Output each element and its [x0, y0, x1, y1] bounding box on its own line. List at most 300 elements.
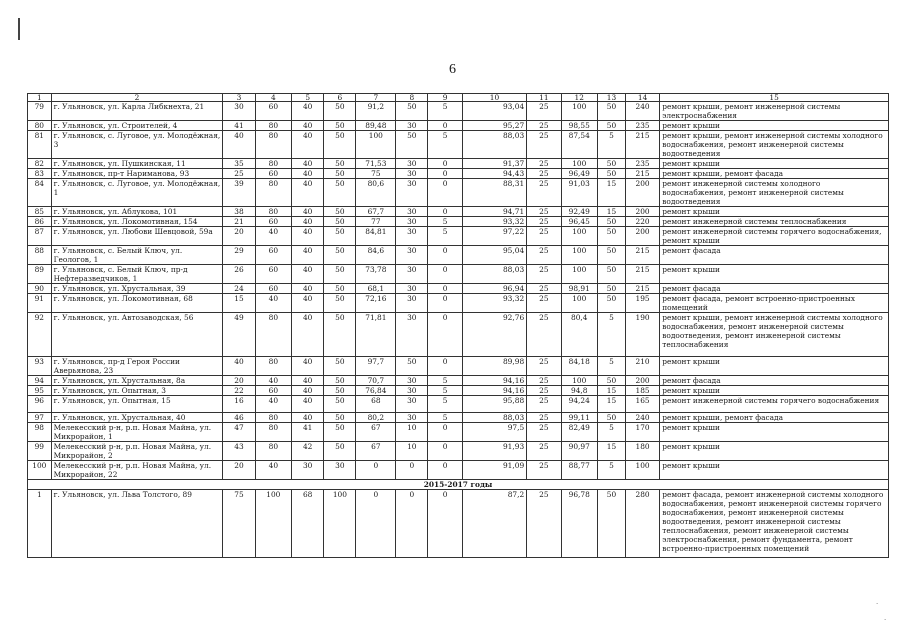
value-cell-c4: 60: [255, 217, 292, 227]
row-number: 90: [28, 284, 52, 294]
value-cell-c6: 50: [324, 121, 356, 131]
value-cell-c12: 100: [561, 246, 598, 265]
row-number: 100: [28, 461, 52, 480]
value-cell-c5: 40: [292, 131, 324, 159]
value-cell-c8: 30: [396, 265, 428, 284]
value-cell-c9: 0: [428, 284, 462, 294]
value-cell-c7: 67: [356, 442, 396, 461]
value-cell-c10: 93,04: [462, 102, 526, 121]
table-row: [28, 490, 889, 558]
value-cell-c6: 50: [324, 357, 356, 376]
value-cell-c12: 80,4: [561, 313, 598, 357]
value-cell-c8: 0: [396, 490, 428, 558]
column-number-14: 14: [625, 94, 659, 102]
value-cell-c3: 24: [223, 284, 255, 294]
address-cell: г. Ульяновск, ул. Хрустальная, 8а: [51, 376, 223, 386]
works-cell: ремонт крыши: [660, 386, 889, 396]
value-cell-c7: 97,7: [356, 357, 396, 376]
works-cell: ремонт крыши: [660, 461, 889, 480]
row-number: 99: [28, 442, 52, 461]
value-cell-c6: 50: [324, 246, 356, 265]
value-cell-c4: 60: [255, 169, 292, 179]
value-cell-c14: 235: [625, 159, 659, 169]
value-cell-c10: 88,03: [462, 265, 526, 284]
value-cell-c11: 25: [527, 376, 561, 386]
address-cell: г. Ульяновск, ул. Аблукова, 101: [51, 207, 223, 217]
value-cell-c13: 50: [598, 265, 626, 284]
row-number: 86: [28, 217, 52, 227]
value-cell-c3: 16: [223, 396, 255, 413]
value-cell-c9: 0: [428, 461, 462, 480]
value-cell-c13: 50: [598, 217, 626, 227]
value-cell-c3: 47: [223, 423, 255, 442]
value-cell-c8: 30: [396, 159, 428, 169]
value-cell-c10: 93,32: [462, 294, 526, 313]
value-cell-c9: 0: [428, 442, 462, 461]
value-cell-c14: 185: [625, 386, 659, 396]
value-cell-c5: 40: [292, 265, 324, 284]
address-cell: г. Ульяновск, с. Луговое, ул. Молодёжная, 1: [51, 179, 223, 207]
value-cell-c6: 50: [324, 169, 356, 179]
value-cell-c13: 5: [598, 313, 626, 357]
value-cell-c6: 50: [324, 413, 356, 423]
value-cell-c6: 50: [324, 217, 356, 227]
works-cell: ремонт крыши, ремонт инженерной системы электроснабжения: [660, 102, 889, 121]
address-cell: г. Ульяновск, пр-д Героя России Аверьянова, 23: [51, 357, 223, 376]
column-number-row: [28, 94, 889, 102]
row-number: 85: [28, 207, 52, 217]
value-cell-c8: 30: [396, 207, 428, 217]
value-cell-c9: 0: [428, 207, 462, 217]
value-cell-c9: 0: [428, 159, 462, 169]
value-cell-c14: 210: [625, 357, 659, 376]
table-row: [28, 442, 889, 461]
value-cell-c9: 0: [428, 265, 462, 284]
table-row: [28, 121, 889, 131]
works-cell: ремонт инженерной системы горячего водоснабжения, ремонт крыши: [660, 227, 889, 246]
value-cell-c6: 50: [324, 265, 356, 284]
works-cell: ремонт фасада, ремонт встроенно-пристроенных помещений: [660, 294, 889, 313]
value-cell-c7: 68,1: [356, 284, 396, 294]
value-cell-c9: 5: [428, 102, 462, 121]
row-number: 79: [28, 102, 52, 121]
value-cell-c3: 29: [223, 246, 255, 265]
value-cell-c7: 80,2: [356, 413, 396, 423]
value-cell-c3: 35: [223, 159, 255, 169]
value-cell-c8: 30: [396, 386, 428, 396]
address-cell: г. Ульяновск, с. Луговое, ул. Молодёжная, 3: [51, 131, 223, 159]
value-cell-c14: 200: [625, 179, 659, 207]
value-cell-c5: 40: [292, 386, 324, 396]
value-cell-c12: 94,24: [561, 396, 598, 413]
column-number-15: 15: [660, 94, 889, 102]
works-cell: ремонт крыши: [660, 207, 889, 217]
value-cell-c13: 50: [598, 246, 626, 265]
works-cell: ремонт инженерной системы горячего водоснабжения: [660, 396, 889, 413]
address-cell: г. Ульяновск, ул. Опытная, 3: [51, 386, 223, 396]
value-cell-c11: 25: [527, 442, 561, 461]
value-cell-c7: 70,7: [356, 376, 396, 386]
value-cell-c6: 50: [324, 386, 356, 396]
value-cell-c10: 95,88: [462, 396, 526, 413]
value-cell-c6: 50: [324, 294, 356, 313]
value-cell-c8: 30: [396, 284, 428, 294]
value-cell-c9: 5: [428, 131, 462, 159]
value-cell-c13: 50: [598, 284, 626, 294]
scan-edge-mark: [18, 18, 20, 40]
value-cell-c12: 92,49: [561, 207, 598, 217]
value-cell-c12: 100: [561, 102, 598, 121]
value-cell-c5: 30: [292, 461, 324, 480]
section-title-row: [28, 480, 889, 490]
value-cell-c6: 50: [324, 159, 356, 169]
value-cell-c7: 67,7: [356, 207, 396, 217]
value-cell-c12: 87,54: [561, 131, 598, 159]
value-cell-c9: 5: [428, 413, 462, 423]
value-cell-c8: 50: [396, 102, 428, 121]
value-cell-c5: 40: [292, 294, 324, 313]
value-cell-c8: 50: [396, 131, 428, 159]
value-cell-c14: 215: [625, 169, 659, 179]
value-cell-c9: 5: [428, 386, 462, 396]
value-cell-c5: 42: [292, 442, 324, 461]
value-cell-c5: 40: [292, 357, 324, 376]
value-cell-c4: 40: [255, 376, 292, 386]
value-cell-c3: 41: [223, 121, 255, 131]
table-row: [28, 131, 889, 159]
value-cell-c3: 43: [223, 442, 255, 461]
value-cell-c11: 25: [527, 284, 561, 294]
row-number: 96: [28, 396, 52, 413]
value-cell-c9: 5: [428, 396, 462, 413]
value-cell-c7: 67: [356, 423, 396, 442]
value-cell-c13: 50: [598, 376, 626, 386]
value-cell-c3: 15: [223, 294, 255, 313]
table-row: [28, 413, 889, 423]
row-number: 94: [28, 376, 52, 386]
works-cell: ремонт крыши, ремонт инженерной системы холодного водоснабжения, ремонт инженерной системы водоотведения, ремонт инженерной системы теплоснабжения: [660, 313, 889, 357]
value-cell-c11: 25: [527, 217, 561, 227]
table-row: [28, 265, 889, 284]
row-number: 93: [28, 357, 52, 376]
value-cell-c4: 80: [255, 313, 292, 357]
value-cell-c10: 97,22: [462, 227, 526, 246]
address-cell: г. Ульяновск, ул. Опытная, 15: [51, 396, 223, 413]
value-cell-c4: 60: [255, 246, 292, 265]
address-cell: г. Ульяновск, пр-т Нариманова, 93: [51, 169, 223, 179]
value-cell-c14: 200: [625, 376, 659, 386]
value-cell-c3: 40: [223, 131, 255, 159]
address-cell: г. Ульяновск, ул. Локомотивная, 68: [51, 294, 223, 313]
value-cell-c3: 30: [223, 102, 255, 121]
value-cell-c12: 91,03: [561, 179, 598, 207]
value-cell-c4: 80: [255, 159, 292, 169]
value-cell-c7: 91,2: [356, 102, 396, 121]
value-cell-c13: 5: [598, 461, 626, 480]
value-cell-c14: 235: [625, 121, 659, 131]
value-cell-c7: 89,48: [356, 121, 396, 131]
row-number: 81: [28, 131, 52, 159]
address-cell: г. Ульяновск, с. Белый Ключ, пр-д Нефтеразведчиков, 1: [51, 265, 223, 284]
value-cell-c7: 0: [356, 490, 396, 558]
value-cell-c6: 50: [324, 227, 356, 246]
value-cell-c11: 25: [527, 313, 561, 357]
value-cell-c5: 40: [292, 413, 324, 423]
row-number: 89: [28, 265, 52, 284]
address-cell: Мелекесский р-н, р.п. Новая Майна, ул. Микрорайон, 2: [51, 442, 223, 461]
value-cell-c14: 215: [625, 131, 659, 159]
table-row: [28, 102, 889, 121]
value-cell-c10: 88,03: [462, 131, 526, 159]
address-cell: г. Ульяновск, ул. Хрустальная, 39: [51, 284, 223, 294]
column-number-13: 13: [598, 94, 626, 102]
value-cell-c13: 50: [598, 159, 626, 169]
value-cell-c7: 0: [356, 461, 396, 480]
value-cell-c11: 25: [527, 246, 561, 265]
value-cell-c12: 96,49: [561, 169, 598, 179]
value-cell-c11: 25: [527, 169, 561, 179]
value-cell-c12: 99,11: [561, 413, 598, 423]
table-row: [28, 179, 889, 207]
value-cell-c10: 94,43: [462, 169, 526, 179]
value-cell-c8: 30: [396, 121, 428, 131]
row-number: 83: [28, 169, 52, 179]
value-cell-c11: 25: [527, 159, 561, 169]
value-cell-c13: 15: [598, 207, 626, 217]
value-cell-c4: 80: [255, 121, 292, 131]
address-cell: г. Ульяновск, ул. Локомотивная, 154: [51, 217, 223, 227]
value-cell-c11: 25: [527, 413, 561, 423]
value-cell-c14: 240: [625, 102, 659, 121]
value-cell-c8: 30: [396, 169, 428, 179]
value-cell-c7: 80,6: [356, 179, 396, 207]
value-cell-c11: 25: [527, 461, 561, 480]
value-cell-c10: 97,5: [462, 423, 526, 442]
row-number: 91: [28, 294, 52, 313]
value-cell-c6: 50: [324, 396, 356, 413]
value-cell-c9: 5: [428, 217, 462, 227]
value-cell-c12: 100: [561, 265, 598, 284]
value-cell-c8: 30: [396, 246, 428, 265]
value-cell-c6: 50: [324, 284, 356, 294]
value-cell-c9: 0: [428, 121, 462, 131]
column-number-1: 1: [28, 94, 52, 102]
column-number-2: 2: [51, 94, 223, 102]
value-cell-c7: 68: [356, 396, 396, 413]
works-cell: ремонт фасада, ремонт инженерной системы холодного водоснабжения, ремонт инженерной системы горячего водоснабжения, ремонт инженерной системы водоотведения, ремонт инженерной системы теплоснабжения, ремонт инженерной системы электроснабжения, ремонт фундамента, ремонт встроенно-пристроенных помещений: [660, 490, 889, 558]
value-cell-c14: 180: [625, 442, 659, 461]
value-cell-c14: 170: [625, 423, 659, 442]
value-cell-c12: 98,55: [561, 121, 598, 131]
value-cell-c11: 25: [527, 207, 561, 217]
value-cell-c8: 50: [396, 357, 428, 376]
value-cell-c3: 20: [223, 227, 255, 246]
value-cell-c3: 20: [223, 461, 255, 480]
value-cell-c13: 50: [598, 121, 626, 131]
value-cell-c13: 15: [598, 386, 626, 396]
works-cell: ремонт крыши: [660, 121, 889, 131]
value-cell-c6: 50: [324, 102, 356, 121]
value-cell-c9: 5: [428, 227, 462, 246]
value-cell-c11: 25: [527, 490, 561, 558]
address-cell: г. Ульяновск, ул. Автозаводская, 56: [51, 313, 223, 357]
value-cell-c11: 25: [527, 386, 561, 396]
value-cell-c9: 0: [428, 423, 462, 442]
value-cell-c12: 100: [561, 227, 598, 246]
value-cell-c5: 40: [292, 159, 324, 169]
value-cell-c10: 94,16: [462, 376, 526, 386]
value-cell-c11: 25: [527, 179, 561, 207]
value-cell-c5: 40: [292, 217, 324, 227]
value-cell-c11: 25: [527, 131, 561, 159]
works-cell: ремонт крыши, ремонт фасада: [660, 169, 889, 179]
value-cell-c9: 0: [428, 313, 462, 357]
address-cell: г. Ульяновск, ул. Пушкинская, 11: [51, 159, 223, 169]
value-cell-c10: 95,27: [462, 121, 526, 131]
value-cell-c6: 50: [324, 423, 356, 442]
value-cell-c10: 88,03: [462, 413, 526, 423]
value-cell-c12: 88,77: [561, 461, 598, 480]
row-number: 80: [28, 121, 52, 131]
row-number: 1: [28, 490, 52, 558]
works-cell: ремонт крыши, ремонт инженерной системы холодного водоснабжения, ремонт инженерной системы водоотведения: [660, 131, 889, 159]
scan-speck: ·: [876, 600, 879, 608]
table-row: [28, 169, 889, 179]
value-cell-c9: 0: [428, 357, 462, 376]
value-cell-c10: 91,37: [462, 159, 526, 169]
value-cell-c9: 0: [428, 179, 462, 207]
value-cell-c4: 60: [255, 284, 292, 294]
value-cell-c4: 40: [255, 461, 292, 480]
table-row: [28, 357, 889, 376]
value-cell-c11: 25: [527, 121, 561, 131]
value-cell-c4: 80: [255, 423, 292, 442]
value-cell-c13: 15: [598, 442, 626, 461]
value-cell-c14: 165: [625, 396, 659, 413]
value-cell-c11: 25: [527, 396, 561, 413]
value-cell-c4: 80: [255, 413, 292, 423]
address-cell: г. Ульяновск, ул. Строителей, 4: [51, 121, 223, 131]
column-number-3: 3: [223, 94, 255, 102]
value-cell-c7: 71,53: [356, 159, 396, 169]
value-cell-c8: 10: [396, 423, 428, 442]
value-cell-c12: 96,78: [561, 490, 598, 558]
value-cell-c8: 30: [396, 294, 428, 313]
column-number-4: 4: [255, 94, 292, 102]
value-cell-c4: 80: [255, 357, 292, 376]
value-cell-c5: 41: [292, 423, 324, 442]
value-cell-c14: 280: [625, 490, 659, 558]
value-cell-c12: 82,49: [561, 423, 598, 442]
value-cell-c6: 50: [324, 207, 356, 217]
value-cell-c8: 10: [396, 442, 428, 461]
value-cell-c10: 88,31: [462, 179, 526, 207]
value-cell-c4: 80: [255, 131, 292, 159]
value-cell-c12: 84,18: [561, 357, 598, 376]
value-cell-c3: 40: [223, 357, 255, 376]
value-cell-c8: 30: [396, 376, 428, 386]
value-cell-c3: 25: [223, 169, 255, 179]
works-cell: ремонт крыши: [660, 357, 889, 376]
value-cell-c14: 200: [625, 207, 659, 217]
works-cell: ремонт крыши, ремонт фасада: [660, 413, 889, 423]
works-cell: ремонт крыши: [660, 442, 889, 461]
value-cell-c8: 30: [396, 413, 428, 423]
value-cell-c13: 50: [598, 169, 626, 179]
column-number-11: 11: [527, 94, 561, 102]
value-cell-c14: 215: [625, 284, 659, 294]
works-cell: ремонт фасада: [660, 246, 889, 265]
value-cell-c11: 25: [527, 102, 561, 121]
works-cell: ремонт инженерной системы теплоснабжения: [660, 217, 889, 227]
value-cell-c8: 30: [396, 313, 428, 357]
value-cell-c10: 91,93: [462, 442, 526, 461]
value-cell-c9: 5: [428, 376, 462, 386]
value-cell-c14: 220: [625, 217, 659, 227]
value-cell-c5: 40: [292, 246, 324, 265]
row-number: 98: [28, 423, 52, 442]
value-cell-c10: 96,94: [462, 284, 526, 294]
table-row: [28, 313, 889, 357]
value-cell-c9: 0: [428, 490, 462, 558]
row-number: 88: [28, 246, 52, 265]
table-row: [28, 246, 889, 265]
row-number: 92: [28, 313, 52, 357]
value-cell-c4: 40: [255, 227, 292, 246]
value-cell-c3: 21: [223, 217, 255, 227]
value-cell-c6: 30: [324, 461, 356, 480]
value-cell-c13: 5: [598, 131, 626, 159]
value-cell-c10: 94,71: [462, 207, 526, 217]
value-cell-c7: 84,81: [356, 227, 396, 246]
value-cell-c3: 26: [223, 265, 255, 284]
row-number: 82: [28, 159, 52, 169]
value-cell-c5: 40: [292, 227, 324, 246]
value-cell-c4: 80: [255, 179, 292, 207]
value-cell-c11: 25: [527, 227, 561, 246]
value-cell-c14: 195: [625, 294, 659, 313]
value-cell-c9: 0: [428, 294, 462, 313]
value-cell-c13: 15: [598, 179, 626, 207]
works-cell: ремонт инженерной системы холодного водоснабжения, ремонт инженерной системы водоотведения: [660, 179, 889, 207]
value-cell-c5: 40: [292, 313, 324, 357]
table-row: [28, 284, 889, 294]
value-cell-c5: 40: [292, 284, 324, 294]
works-cell: ремонт крыши: [660, 423, 889, 442]
value-cell-c14: 215: [625, 265, 659, 284]
value-cell-c14: 100: [625, 461, 659, 480]
value-cell-c8: 30: [396, 227, 428, 246]
column-number-9: 9: [428, 94, 462, 102]
works-cell: ремонт крыши: [660, 159, 889, 169]
column-number-12: 12: [561, 94, 598, 102]
value-cell-c8: 30: [396, 396, 428, 413]
scan-speck: ·: [884, 616, 887, 624]
works-cell: ремонт крыши: [660, 265, 889, 284]
value-cell-c4: 60: [255, 265, 292, 284]
address-cell: г. Ульяновск, с. Белый Ключ, ул. Геологов, 1: [51, 246, 223, 265]
table-row: [28, 294, 889, 313]
value-cell-c13: 5: [598, 357, 626, 376]
value-cell-c12: 100: [561, 376, 598, 386]
column-number-7: 7: [356, 94, 396, 102]
value-cell-c6: 50: [324, 376, 356, 386]
value-cell-c7: 76,84: [356, 386, 396, 396]
value-cell-c12: 94,8: [561, 386, 598, 396]
value-cell-c10: 92,76: [462, 313, 526, 357]
value-cell-c10: 95,04: [462, 246, 526, 265]
value-cell-c11: 25: [527, 357, 561, 376]
